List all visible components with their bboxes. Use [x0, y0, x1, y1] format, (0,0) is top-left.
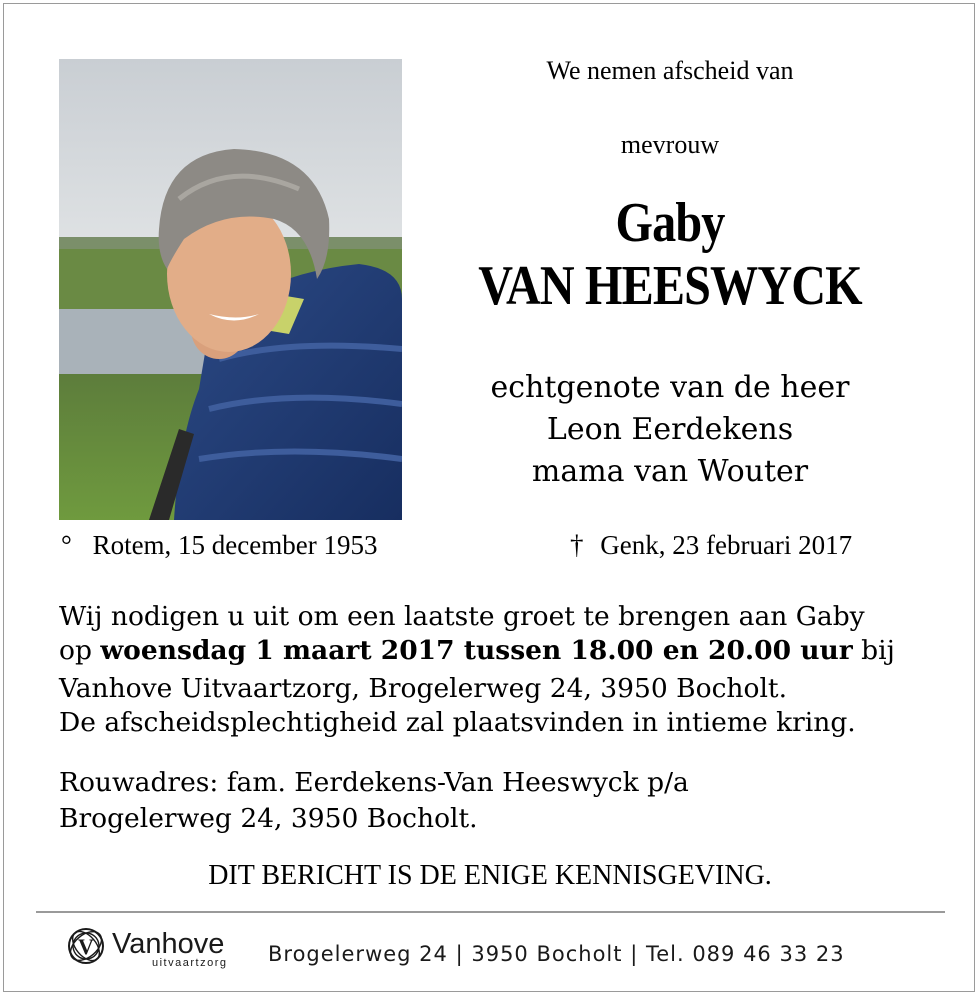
notice-text: DIT BERICHT IS DE ENIGE KENNISGEVING.	[208, 860, 772, 891]
intro-line: We nemen afscheid van	[546, 56, 794, 85]
death-symbol: †	[570, 530, 584, 560]
relation-child: mama van Wouter	[531, 454, 809, 489]
logo-subtitle: uitvaartzorg	[152, 957, 228, 969]
invitation-prefix: op	[59, 635, 101, 666]
footer-divider	[36, 911, 945, 913]
footer-address	[268, 942, 845, 966]
address-line-2: Brogelerweg 24, 3950 Bocholt.	[59, 803, 478, 834]
logo-mark-icon	[65, 926, 107, 966]
invitation-datetime: woensdag 1 maart 2017 tussen 18.00 en 20.00 uur	[100, 635, 853, 666]
footer-separator: |	[455, 942, 464, 966]
death-info	[570, 530, 852, 561]
death-text: Genk, 23 februari 2017	[600, 530, 853, 560]
last-name: VAN HEESWYCK	[478, 255, 862, 317]
footer-phone: Tel. 089 46 33 23	[645, 942, 845, 966]
relation-spouse-label: echtgenote van de heer	[490, 370, 850, 405]
address-line-1: Rouwadres: fam. Eerdekens-Van Heeswyck p/a	[59, 767, 689, 798]
first-name: Gaby	[615, 192, 725, 254]
relation-spouse-name: Leon Eerdekens	[546, 412, 794, 447]
invitation-suffix: bij	[852, 635, 895, 666]
footer-street: Brogelerweg 24	[268, 942, 448, 966]
logo-name: Vanhove	[112, 928, 225, 960]
portrait-photo	[59, 59, 402, 520]
birth-text: Rotem, 15 december 1953	[92, 530, 378, 560]
invitation-line-3: Vanhove Uitvaartzorg, Brogelerweg 24, 3950 Bocholt.	[59, 673, 787, 704]
footer-separator: |	[630, 942, 639, 966]
invitation-line-4: De afscheidsplechtigheid zal plaatsvinden in intieme kring.	[59, 707, 856, 738]
title-mevrouw: mevrouw	[620, 130, 720, 159]
birth-info	[61, 530, 378, 561]
birth-symbol: °	[61, 530, 72, 560]
vanhove-logo	[64, 920, 254, 976]
logo-mark-letter: V	[78, 934, 94, 959]
footer-city: 3950 Bocholt	[471, 942, 623, 966]
invitation-line-2	[59, 634, 939, 668]
invitation-line-1: Wij nodigen u uit om een laatste groet te brengen aan Gaby	[59, 601, 865, 632]
